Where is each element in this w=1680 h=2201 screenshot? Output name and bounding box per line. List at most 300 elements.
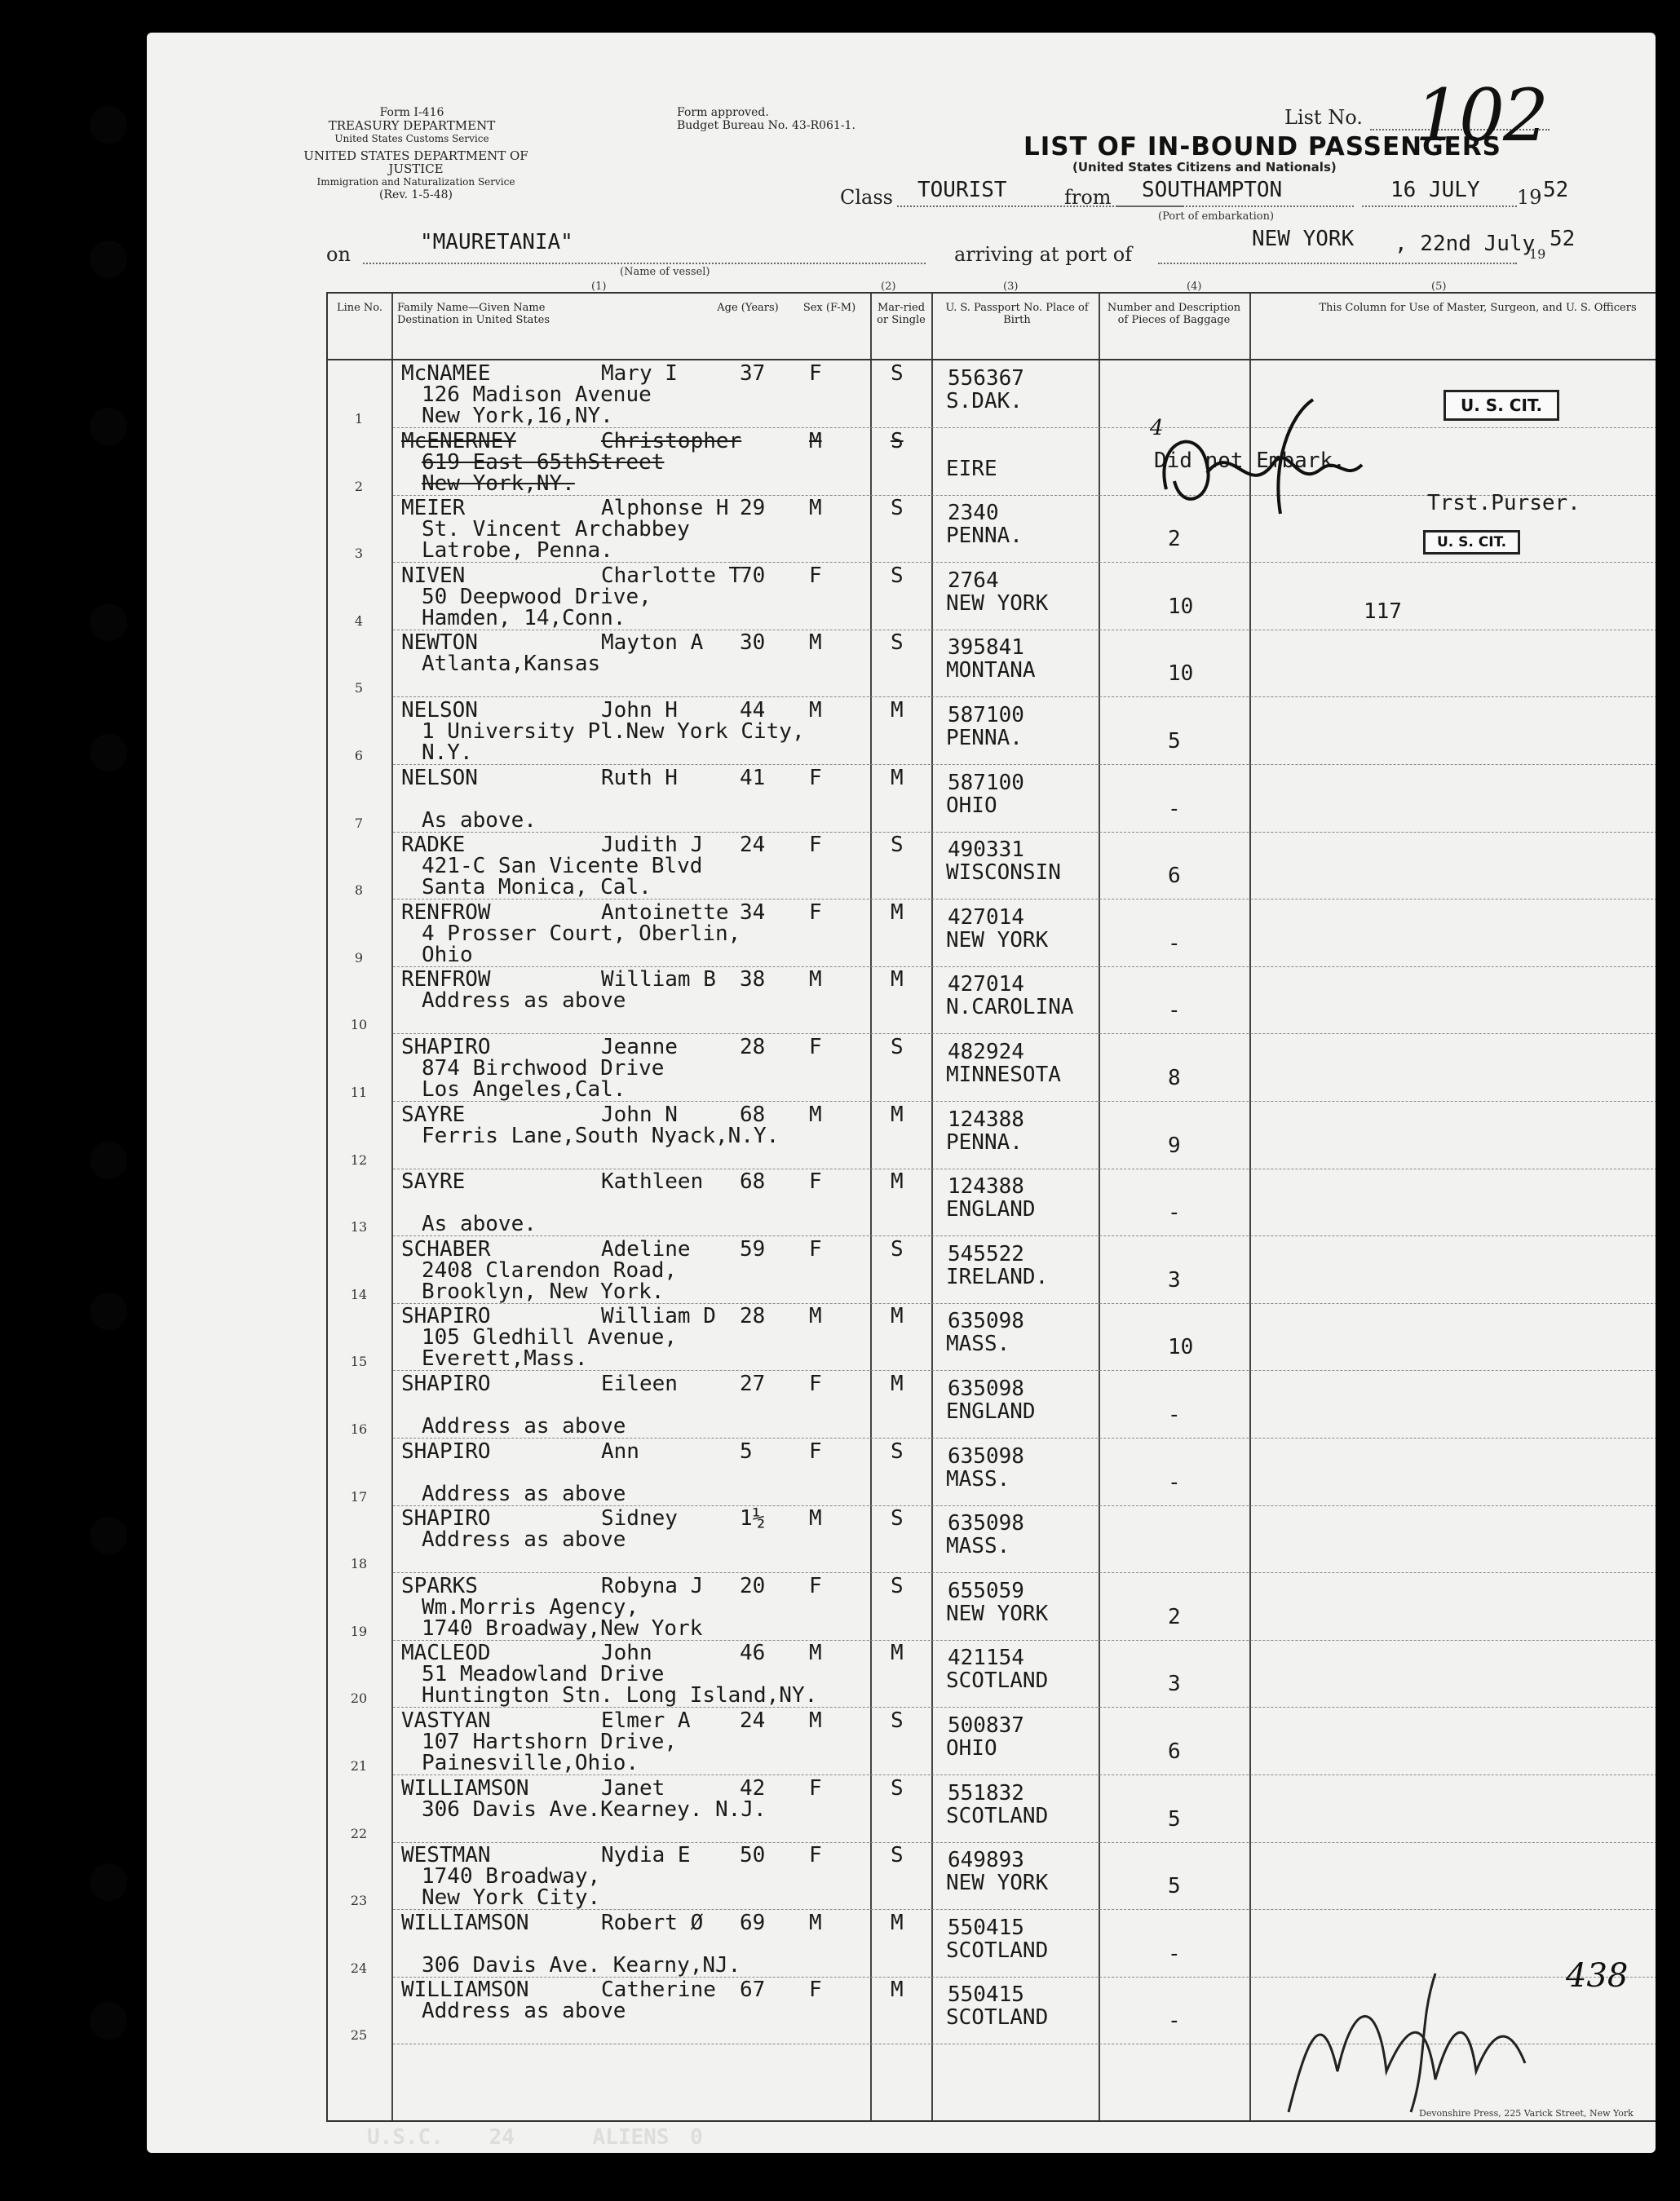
given-name: John H [601,698,678,723]
baggage-count: 10 [1168,661,1194,687]
family-name: NELSON [401,765,478,790]
table-row [328,1842,1656,1909]
family-name: NELSON [401,698,478,723]
sex: M [809,1304,822,1329]
marital-status: M [891,1372,904,1396]
sex: M [809,630,822,656]
age: 38 [740,967,766,992]
binder-hole-icon [90,1293,127,1330]
given-name: Charlotte T [601,563,742,588]
passport-number: 587100 [948,770,1024,795]
marital-status: M [891,1304,904,1329]
class-label: Class [840,186,893,209]
place-of-birth: SCOTLAND [946,1668,1049,1694]
address-line-2: As above. [422,807,537,833]
age: 34 [740,899,766,925]
approval-block [677,106,905,132]
given-name: Janet [601,1775,665,1801]
binder-hole-icon [90,2002,127,2040]
did-not-embark-note: Did not Embark. [1154,449,1346,473]
th-passport: U. S. Passport No. Place of Birth [945,302,1089,326]
marital-status: S [891,1708,904,1733]
arrival-year: 52 [1550,227,1576,251]
binder-hole-icon [90,408,127,445]
document-title: LIST OF IN-BOUND PASSENGERS [1023,132,1501,161]
table-row [328,1102,1656,1169]
line-number: 18 [350,1556,368,1572]
address-line-1: 306 Davis Ave.Kearney. N.J. [422,1797,767,1822]
passport-number: 482924 [948,1040,1024,1064]
table-row [328,966,1656,1033]
given-name: Robyna J [601,1573,704,1598]
line-number: 5 [354,680,364,696]
line-number: 13 [350,1219,368,1235]
address-line-1: 4 Prosser Court, Oberlin, [422,921,741,946]
passport-number: 587100 [948,703,1024,727]
place-of-birth: SCOTLAND [946,1803,1049,1828]
family-name: RENFROW [401,967,491,992]
col-num-1: (1) [591,281,607,293]
address-line-2: 1740 Broadway,New York [422,1615,703,1641]
given-name: Mayton A [601,630,704,656]
th-officers: This Column for Use of Master, Surgeon, and U. S. Officers [1319,302,1637,314]
place-of-birth: IRELAND. [946,1264,1049,1289]
place-of-birth: NEW YORK [946,927,1049,952]
passenger-table [326,292,1656,2122]
age: 24 [740,1708,766,1733]
baggage-count: - [1168,1941,1181,1966]
line-number: 15 [350,1354,368,1370]
passport-number: 635098 [948,1443,1024,1469]
given-name: William B [601,967,716,992]
count-note: 117 [1364,599,1402,624]
marital-status: S [891,563,904,588]
sex: F [809,1035,822,1059]
treasury-label: TREASURY DEPARTMENT [328,118,496,133]
age: 69 [740,1910,766,1935]
marital-status: S [891,1439,904,1464]
list-number: 102 [1415,73,1547,157]
age: 37 [740,361,766,386]
passport-number: 124388 [948,1174,1024,1200]
passport-number: 550415 [948,1915,1024,1940]
th-age: Age (Years) [717,302,779,314]
baggage-count: - [1168,1200,1181,1226]
baggage-count: 3 [1168,1267,1181,1293]
age: 67 [740,1978,766,2003]
sex: F [809,1169,822,1195]
address-line-1: Address as above [422,1999,626,2024]
th-name-label: Family Name—Given Name [397,302,546,314]
passport-number: 395841 [948,635,1024,661]
given-name: Sidney [601,1506,678,1531]
place-of-birth: EIRE [946,456,997,481]
age: 68 [740,1169,766,1195]
family-name: SHAPIRO [401,1506,491,1531]
place-of-birth: MASS. [946,1332,1010,1357]
us-cit-stamp: U. S. CIT. [1423,530,1520,555]
table-row [328,899,1656,966]
table-row [328,1439,1656,1505]
from-line [1117,206,1354,207]
family-name: SHAPIRO [401,1035,491,1059]
address-line-1: 51 Meadowland Drive [422,1662,665,1687]
sex: F [809,1236,822,1262]
passport-number: 545522 [948,1241,1024,1266]
age: 59 [740,1236,766,1262]
from-label: from [1064,186,1112,209]
marital-status: M [891,967,904,992]
document-subtitle: (United States Citizens and Nationals) [1072,160,1337,175]
baggage-count: - [1168,2009,1181,2034]
address-line-1: 126 Madison Avenue [422,382,652,407]
baggage-count: 10 [1168,1335,1194,1360]
line-number: 25 [350,2027,368,2044]
family-name: McNAMEE [401,361,491,386]
age: 30 [740,630,766,656]
table-row [328,1034,1656,1101]
marital-status: S [891,833,904,858]
place-of-birth: NEW YORK [946,590,1049,616]
line-number: 24 [350,1960,368,1976]
given-name: Ruth H [601,765,678,790]
date-line [1362,206,1517,207]
line-number: 3 [354,546,364,562]
age: 50 [740,1843,766,1868]
th-line-no: Line No. [336,302,383,314]
passport-number: 550415 [948,1982,1024,2008]
passport-number: 421154 [948,1646,1024,1671]
given-name: John [601,1641,652,1666]
given-name: Christopher [601,428,742,453]
sex: F [809,765,822,790]
vessel-line [363,263,926,264]
baggage-count: - [1168,796,1181,821]
baggage-count: 8 [1168,1066,1181,1090]
place-of-birth: OHIO [946,793,997,818]
passport-number: 500837 [948,1713,1024,1738]
table-row [328,1708,1656,1775]
marital-status: S [891,1573,904,1598]
baggage-count: 5 [1168,729,1181,754]
line-number: 19 [350,1623,368,1639]
address-line-1: 421-C San Vicente Blvd [422,854,703,879]
passport-number: 2340 [948,501,999,526]
baggage-count: 6 [1168,1739,1181,1764]
place-of-birth: MONTANA [946,658,1036,683]
baggage-count: 2 [1168,1604,1181,1629]
form-header-block [310,106,514,145]
baggage-count: 10 [1168,594,1194,619]
table-row [328,630,1656,696]
address-line-1: Address as above [422,988,626,1014]
address-line-2: New York,NY. [422,471,575,496]
marital-status: M [891,899,904,925]
us-cit-stamp: U. S. CIT. [1443,390,1559,421]
family-name: RENFROW [401,899,491,925]
given-name: Kathleen [601,1169,704,1195]
line-number: 10 [350,1017,368,1033]
usc-count: 24 [489,2125,515,2150]
line-number: 1 [354,411,364,426]
marital-status: M [891,765,904,790]
sex: M [809,1506,822,1531]
customs-label: United States Customs Service [334,133,489,144]
budget-label: Budget Bureau No. 43-R061-1. [677,119,855,132]
address-line-1: Wm.Morris Agency, [422,1594,639,1620]
marital-status: S [891,428,904,453]
address-line-1: Atlanta,Kansas [422,652,601,677]
place-of-birth: WISCONSIN [946,860,1061,886]
col-num-2: (2) [881,281,896,293]
footer-usc [367,2125,703,2150]
marital-status: S [891,1035,904,1059]
on-label: on [326,243,351,266]
marital-status: M [891,1169,904,1195]
family-name: NEWTON [401,630,478,656]
embark-caption: (Port of embarkation) [1158,210,1275,223]
col-num-5: (5) [1431,281,1447,293]
table-row [328,1775,1656,1842]
arrival-date: , 22nd July [1395,232,1536,256]
address-line-2: Hamden, 14,Conn. [422,605,626,630]
place-of-birth: ENGLAND [946,1399,1036,1424]
given-name: Alphonse H [601,496,729,521]
address-line-2: Ohio [422,942,473,967]
address-line-1: 874 Birchwood Drive [422,1056,665,1081]
age: 68 [740,1102,766,1127]
table-row [328,1303,1656,1370]
table-row [328,1371,1656,1438]
age: 44 [740,698,766,723]
th-sex: Sex (F-M) [802,302,856,314]
family-name: SAYRE [401,1102,466,1127]
family-name: SPARKS [401,1573,478,1598]
arrival-line [1158,263,1517,264]
sex: F [809,1372,822,1396]
given-name: Antoinette [601,899,729,925]
baggage-count: 3 [1168,1672,1181,1697]
passport-number: 490331 [948,838,1024,863]
binder-hole-icon [90,1863,127,1901]
family-name: SHAPIRO [401,1439,491,1464]
th-married: Mar-ried or Single [877,302,926,326]
sex: F [809,1978,822,2003]
marital-status: S [891,1843,904,1868]
place-of-birth: NEW YORK [946,1601,1049,1626]
approved-label: Form approved. [677,106,769,119]
place-of-birth: MINNESOTA [946,1063,1061,1087]
age: 41 [740,765,766,790]
arrival-year-prefix: 19 [1529,246,1546,262]
table-row [328,1573,1656,1640]
marital-status: M [891,1102,904,1127]
line-number: 4 [354,612,364,629]
sex: M [809,428,822,453]
passport-number: 635098 [948,1511,1024,1536]
age: 20 [740,1573,766,1598]
marital-status: S [891,361,904,386]
margin-total: 438 [1566,1957,1629,1995]
sex: F [809,833,822,858]
family-name: WESTMAN [401,1843,491,1868]
table-row [328,765,1656,832]
arrival-port: NEW YORK [1252,227,1355,251]
marital-status: S [891,1236,904,1262]
line-number: 8 [354,882,364,899]
passport-number: 427014 [948,972,1024,997]
family-name: VASTYAN [401,1708,491,1733]
year-prefix: 19 [1517,186,1542,209]
address-line-2: New York,16,NY. [422,404,613,428]
address-line-2: Address as above [422,1414,626,1439]
address-line-2: Address as above [422,1481,626,1506]
given-name: Judith J [601,833,704,858]
ins-label: Immigration and Naturalization Service [316,176,515,188]
family-name: WILLIAMSON [401,1910,529,1935]
vessel-name: "MAURETANIA" [420,230,573,254]
sex: F [809,1573,822,1598]
binder-hole-icon [90,1517,127,1554]
vessel-caption: (Name of vessel) [620,266,710,278]
manifest-page [147,33,1656,2153]
passport-number: 655059 [948,1578,1024,1603]
age: 27 [740,1372,766,1396]
marital-status: M [891,698,904,723]
place-of-birth: NEW YORK [946,1871,1049,1896]
place-of-birth: PENNA. [946,1129,1023,1155]
sex: F [809,899,822,925]
aliens-count: 0 [690,2125,703,2150]
sex: F [809,1843,822,1868]
table-row [328,1640,1656,1707]
aliens-label: ALIENS [592,2125,670,2150]
place-of-birth: PENNA. [946,524,1023,549]
line-number: 14 [350,1286,368,1302]
place-of-birth: N.CAROLINA [946,995,1074,1020]
table-row [328,563,1656,630]
passport-number: 124388 [948,1107,1024,1132]
form-number: Form I-416 [379,106,444,119]
age: 46 [740,1641,766,1666]
justice-block [294,149,538,201]
family-name: NIVEN [401,563,466,588]
th-destination-label: Destination in United States [397,314,550,326]
sex: M [809,1641,822,1666]
col-num-3: (3) [1003,281,1019,293]
table-row [328,1236,1656,1303]
list-no-label: List No. [1284,106,1363,129]
line-number: 20 [350,1691,368,1707]
purser-signature-icon [1150,391,1378,530]
sex: M [809,1102,822,1127]
address-line-1: 1740 Broadway, [422,1864,601,1889]
passport-number: 556367 [948,366,1024,391]
address-line-2: Huntington Stn. Long Island,NY. [422,1683,818,1708]
binder-hole-icon [90,1142,127,1179]
given-name: Robert Ø [601,1910,704,1935]
line-number: 12 [350,1151,368,1168]
place-of-birth: SCOTLAND [946,1938,1049,1963]
address-line-1: 105 Gledhill Avenue, [422,1325,678,1350]
given-name: Mary I [601,361,678,386]
family-name: WILLIAMSON [401,1775,529,1801]
baggage-count: 2 [1168,527,1181,552]
sex: F [809,563,822,588]
family-name: MACLEOD [401,1641,491,1666]
address-line-1: St. Vincent Archabbey [422,517,690,542]
place-of-birth: PENNA. [946,726,1023,750]
address-line-2: Los Angeles,Cal. [422,1077,626,1102]
sex: F [809,1439,822,1464]
age: 70 [740,563,766,588]
passport-number: 649893 [948,1848,1024,1873]
given-name: Jeanne [601,1035,678,1059]
binder-hole-icon [90,734,127,771]
age: 1½ [740,1506,766,1531]
given-name: Eileen [601,1372,678,1396]
line-number: 21 [350,1758,368,1774]
age: 29 [740,496,766,521]
family-name: WILLIAMSON [401,1978,529,2003]
given-name: William D [601,1304,716,1329]
sex: F [809,361,822,386]
class-value: TOURIST [917,178,1007,202]
family-name: SHAPIRO [401,1372,491,1396]
baggage-count: - [1168,930,1181,956]
age: 28 [740,1035,766,1059]
age: 24 [740,833,766,858]
passport-number: 2764 [948,568,999,593]
usc-label: U.S.C. [367,2125,444,2150]
baggage-count: - [1168,1403,1181,1427]
age: 42 [740,1775,766,1801]
marital-status: S [891,1506,904,1531]
address-line-2: Santa Monica, Cal. [422,875,652,900]
family-name: RADKE [401,833,466,858]
given-name: Elmer A [601,1708,691,1733]
place-of-birth: SCOTLAND [946,2005,1049,2031]
baggage-count: - [1168,1470,1181,1495]
family-name: SHAPIRO [401,1304,491,1329]
family-name: SAYRE [401,1169,466,1195]
line-number: 17 [350,1488,368,1505]
line-number: 16 [350,1421,368,1437]
table-row [328,1505,1656,1572]
sex: F [809,1775,822,1801]
sex: M [809,967,822,992]
age: 5 [740,1439,753,1464]
address-line-2: Everett,Mass. [422,1346,588,1372]
revision-label: (Rev. 1-5-48) [379,188,453,201]
marital-status: M [891,1641,904,1666]
age: 28 [740,1304,766,1329]
baggage-count: 9 [1168,1133,1181,1158]
address-line-1: Address as above [422,1527,626,1553]
marital-status: M [891,1910,904,1935]
address-line-1: 619 East 65thStreet [422,449,665,475]
baggage-count: 5 [1168,1806,1181,1832]
from-value: SOUTHAMPTON [1142,178,1283,202]
address-line-2: Brooklyn, New York. [422,1279,665,1304]
address-line-2: New York City. [422,1885,601,1911]
given-name: Catherine [601,1978,716,2003]
year-value: 52 [1543,178,1569,202]
address-line-2: N.Y. [422,740,473,765]
place-of-birth: S.DAK. [946,389,1023,413]
address-line-2: 306 Davis Ave. Kearny,NJ. [422,1952,741,1978]
line-number: 9 [354,949,364,966]
